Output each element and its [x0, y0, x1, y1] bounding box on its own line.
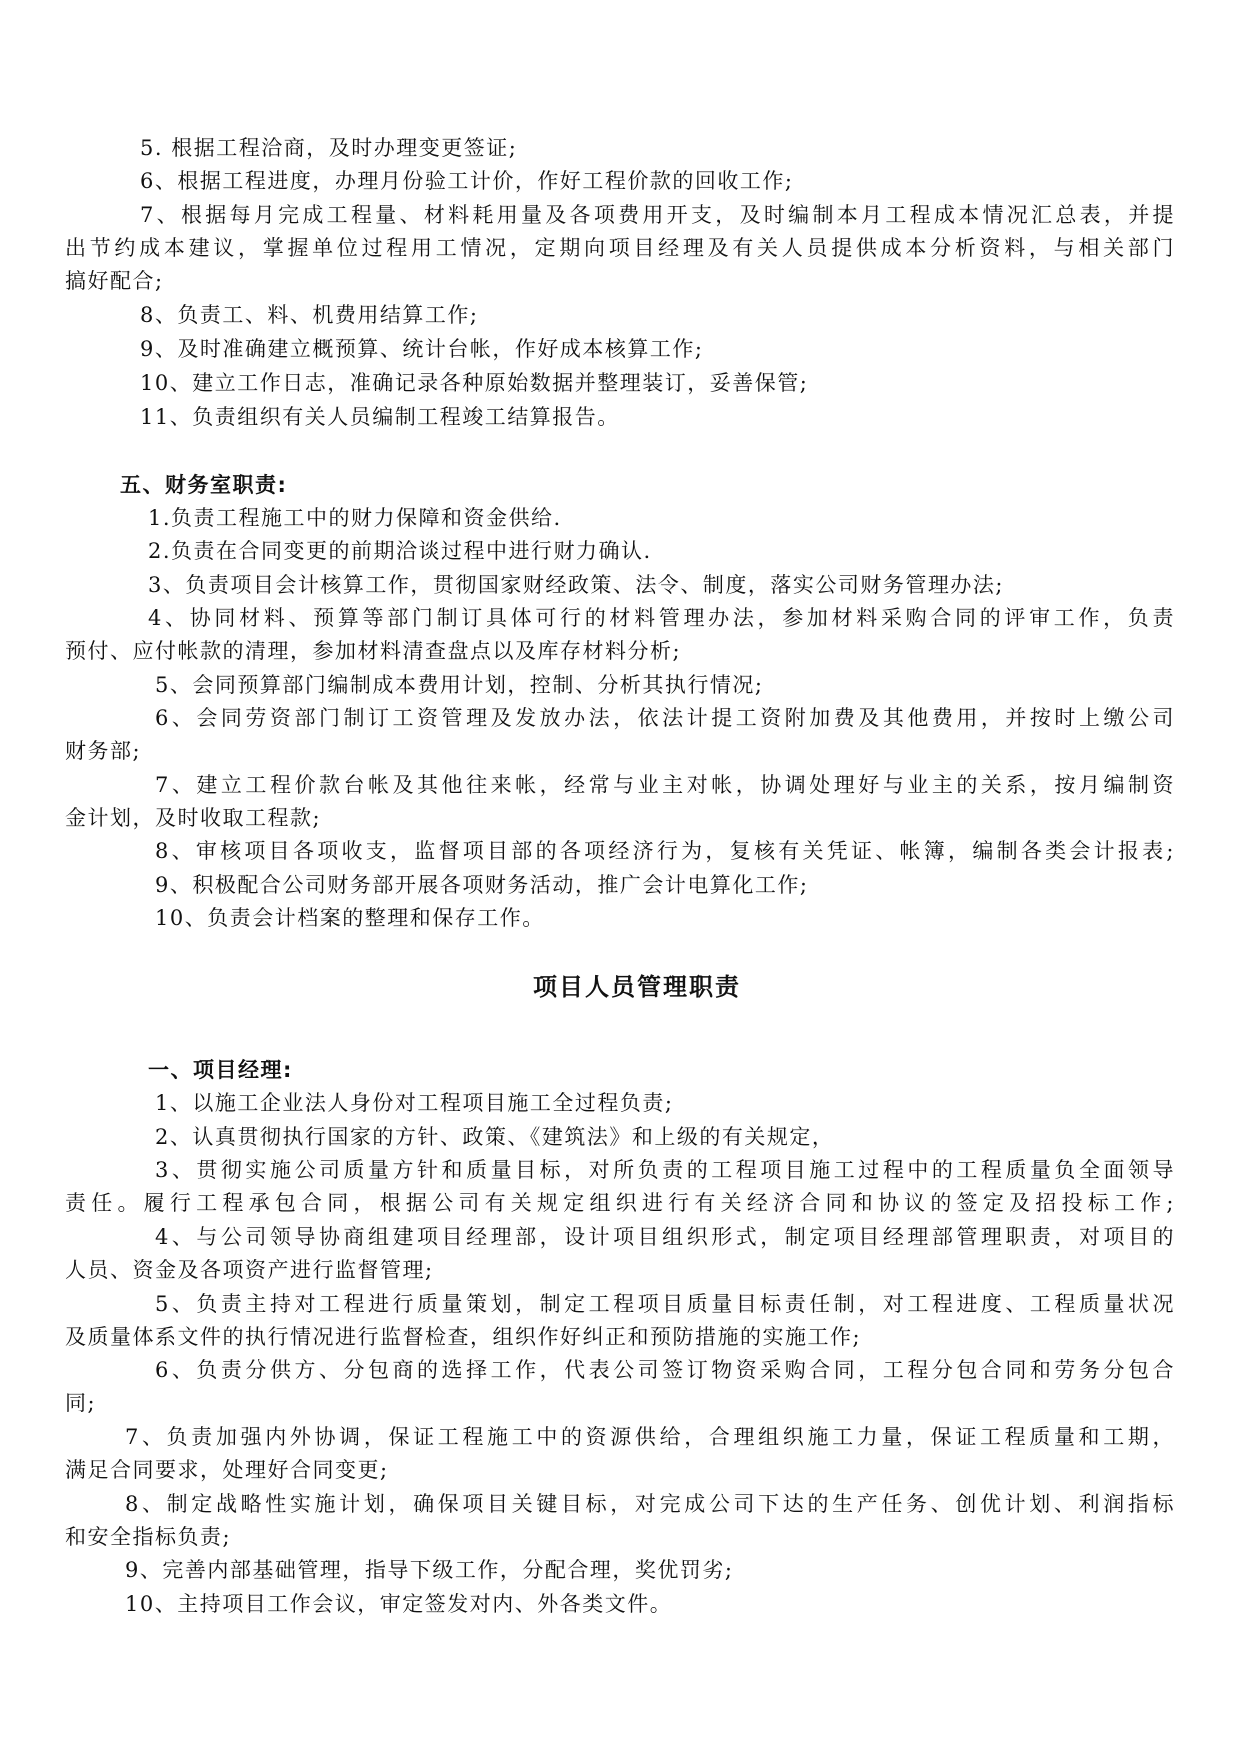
- cost-item-8: 8、负责工、料、机费用结算工作;: [140, 303, 479, 327]
- finance-item-6-line2: 财务部;: [65, 739, 142, 763]
- pm-item-6-line1: 6、负责分供方、分包商的选择工作，代表公司签订物资采购合同，工程分包合同和劳务分包合: [155, 1358, 1175, 1382]
- pm-item-8-line2: 和安全指标负责;: [65, 1525, 232, 1549]
- pm-item-4-line1: 4、与公司领导协商组建项目经理部，设计项目组织形式，制定项目经理部管理职责，对项目的: [155, 1225, 1175, 1249]
- finance-item-10: 10、负责会计档案的整理和保存工作。: [155, 906, 545, 930]
- pm-item-3-line1: 3、贯彻实施公司质量方针和质量目标，对所负责的工程项目施工过程中的工程质量负全面领导: [155, 1158, 1175, 1182]
- finance-item-7-line1: 7、建立工程价款台帐及其他往来帐，经常与业主对帐，协调处理好与业主的关系，按月编制资: [155, 773, 1175, 797]
- cost-item-7-line1: 7、根据每月完成工程量、材料耗用量及各项费用开支，及时编制本月工程成本情况汇总表，并提: [140, 203, 1175, 227]
- pm-item-6-line2: 同;: [65, 1391, 97, 1415]
- pm-item-1: 1、以施工企业法人身份对工程项目施工全过程负责;: [155, 1091, 674, 1115]
- pm-item-8-line1: 8、制定战略性实施计划，确保项目关键目标，对完成公司下达的生产任务、创优计划、利润指标: [125, 1492, 1175, 1516]
- finance-item-8: 8、审核项目各项收支，监督项目部的各项经济行为，复核有关凭证、帐簿，编制各类会计报表;: [155, 839, 1175, 863]
- finance-item-1: 1.负责工程施工中的财力保障和资金供给.: [148, 506, 562, 530]
- cost-item-9: 9、及时准确建立概预算、统计台帐，作好成本核算工作;: [140, 337, 704, 361]
- finance-heading: 五、财务室职责:: [120, 473, 288, 497]
- finance-item-5: 5、会同预算部门编制成本费用计划，控制、分析其执行情况;: [155, 673, 764, 697]
- pm-item-4-line2: 人员、资金及各项资产进行监督管理;: [65, 1258, 434, 1282]
- pm-item-5-line1: 5、负责主持对工程进行质量策划，制定工程项目质量目标责任制，对工程进度、工程质量状况: [155, 1292, 1175, 1316]
- pm-item-3-line2: 责任。履行工程承包合同，根据公司有关规定组织进行有关经济合同和协议的签定及招投标工作;: [65, 1191, 1175, 1215]
- cost-item-10: 10、建立工作日志，准确记录各种原始数据并整理装订，妥善保管;: [140, 371, 809, 395]
- cost-item-7-line3: 搞好配合;: [65, 269, 164, 293]
- section-title: 项目人员管理职责: [533, 973, 741, 1001]
- finance-item-2: 2.负责在合同变更的前期洽谈过程中进行财力确认.: [148, 539, 652, 563]
- cost-item-6: 6、根据工程进度，办理月份验工计价，作好工程价款的回收工作;: [140, 169, 794, 193]
- cost-item-11: 11、负责组织有关人员编制工程竣工结算报告。: [140, 405, 620, 429]
- pm-item-7-line1: 7、负责加强内外协调，保证工程施工中的资源供给，合理组织施工力量，保证工程质量和工期，: [125, 1425, 1175, 1449]
- pm-item-5-line2: 及质量体系文件的执行情况进行监督检查，组织作好纠正和预防措施的实施工作;: [65, 1325, 862, 1349]
- finance-item-3: 3、负责项目会计核算工作，贯彻国家财经政策、法令、制度，落实公司财务管理办法;: [148, 573, 1004, 597]
- pm-item-7-line2: 满足合同要求，处理好合同变更;: [65, 1458, 389, 1482]
- cost-item-5: 5. 根据工程洽商，及时办理变更签证;: [140, 136, 518, 160]
- finance-item-4-line2: 预付、应付帐款的清理，参加材料清查盘点以及库存材料分析;: [65, 639, 682, 663]
- pm-item-9: 9、完善内部基础管理，指导下级工作，分配合理，奖优罚劣;: [125, 1558, 734, 1582]
- pm-item-10: 10、主持项目工作会议，审定签发对内、外各类文件。: [125, 1592, 673, 1616]
- finance-item-7-line2: 金计划，及时收取工程款;: [65, 806, 322, 830]
- finance-item-6-line1: 6、会同劳资部门制订工资管理及发放办法，依法计提工资附加费及其他费用，并按时上缴公司: [155, 706, 1175, 730]
- pm-heading: 一、项目经理:: [148, 1058, 293, 1082]
- finance-item-4-line1: 4、协同材料、预算等部门制订具体可行的材料管理办法，参加材料采购合同的评审工作，负责: [148, 606, 1175, 630]
- pm-item-2: 2、认真贯彻执行国家的方针、政策、《建筑法》和上级的有关规定，: [155, 1125, 835, 1149]
- finance-item-9: 9、积极配合公司财务部开展各项财务活动，推广会计电算化工作;: [155, 873, 809, 897]
- cost-item-7-line2: 出节约成本建议，掌握单位过程用工情况，定期向项目经理及有关人员提供成本分析资料，与相关部门: [65, 236, 1175, 260]
